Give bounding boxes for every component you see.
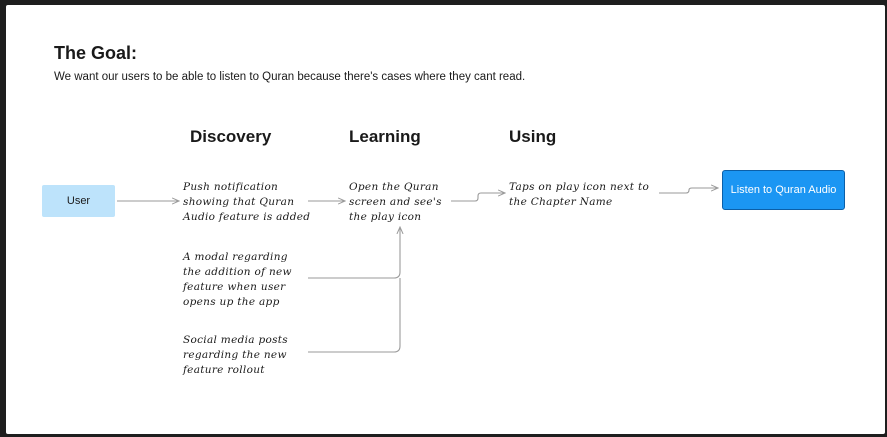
user-node: User: [42, 185, 115, 217]
stage-learning: Learning: [349, 127, 421, 146]
stage-using: Using: [509, 127, 557, 146]
note-modal: A modal regarding the addition of new feature when user opens up the app: [183, 251, 292, 308]
note-taps-play-icon: Taps on play icon next to the Chapter Name: [509, 181, 650, 208]
goal-description: We want our users to be able to listen to Quran because there's cases where they cant read.: [54, 71, 526, 83]
goal-title: The Goal:: [54, 43, 138, 63]
listen-to-quran-audio-node: Listen to Quran Audio: [722, 170, 845, 210]
canvas-frame: [6, 5, 885, 434]
stage-discovery: Discovery: [190, 127, 272, 146]
note-social-media: Social media posts regarding the new feature rollout: [183, 334, 288, 376]
note-open-quran-screen: Open the Quran screen and see's the play icon: [349, 181, 442, 223]
note-push-notification: Push notification showing that Quran Audio feature is added: [183, 181, 311, 223]
